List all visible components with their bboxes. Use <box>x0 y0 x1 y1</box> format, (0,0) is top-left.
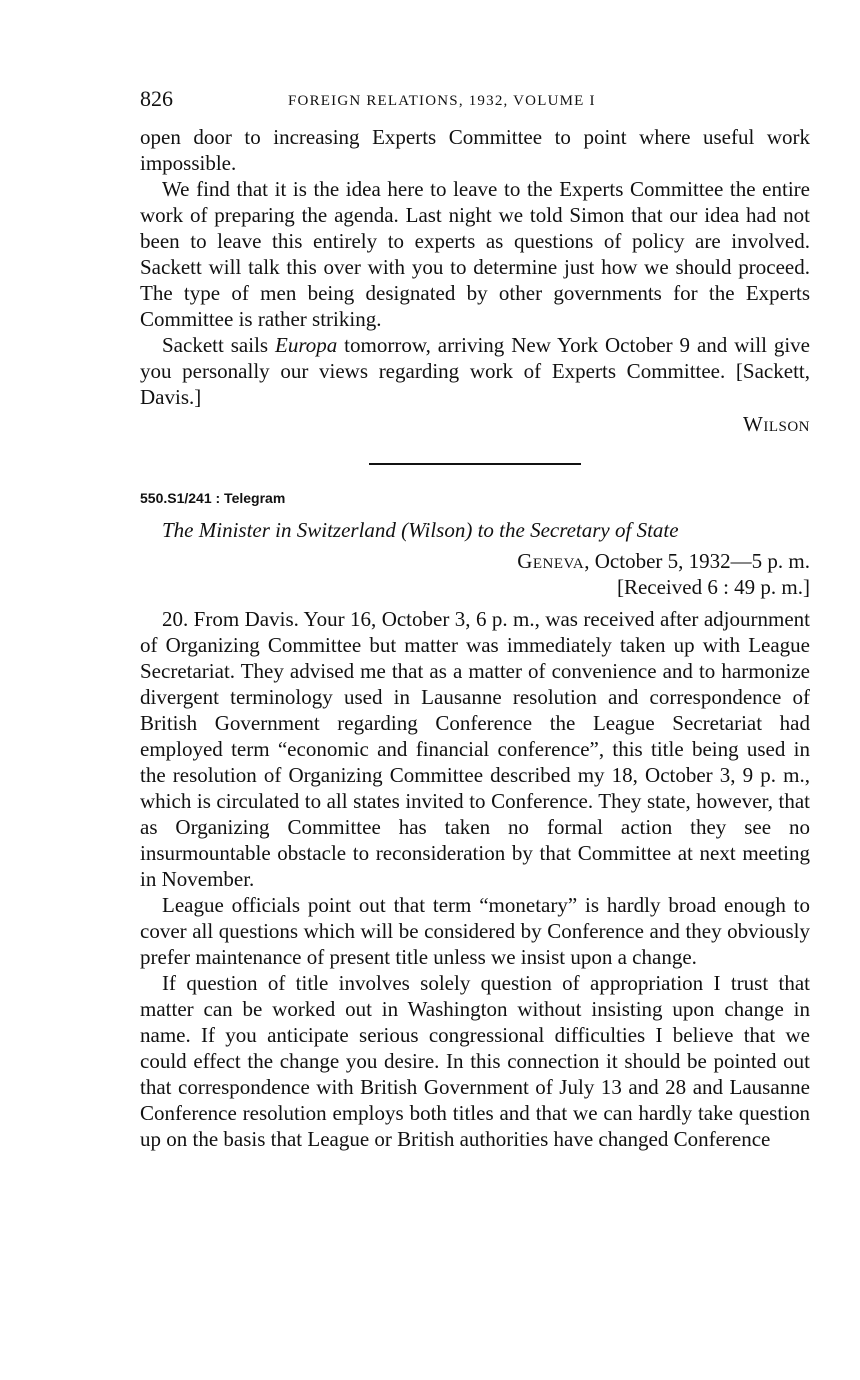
dateline <box>140 548 810 574</box>
dateline-date: , October 5, 1932—5 p. m. <box>584 549 810 573</box>
file-reference: 550.S1/241 : Telegram <box>140 490 286 506</box>
section-divider <box>369 463 581 465</box>
paragraph-league-officials: League officials point out that term “monetary” is hardly broad enough to cover all questions which will be considered by Conference and they obviously prefer maintenance of present title unless we insist upon a change. <box>140 893 810 969</box>
paragraph-continuation: open door to increasing Experts Committee to point where useful work impossible. <box>140 125 810 175</box>
paragraph-text-before: Sackett sails <box>162 333 276 357</box>
signature: Wilson <box>743 412 810 436</box>
paragraph-agenda: We find that it is the idea here to leave to the Experts Committee the entire work of preparing the agenda. Last night we told Simon that our idea had not been to leave this entirely to experts as questions of policy are involved. Sackett will talk this over with you to determine just how we should proceed. The type of men being designated by other governments for the Experts Committee is rather striking. <box>140 177 810 331</box>
paragraph-from-davis: 20. From Davis. Your 16, October 3, 6 p. m., was received after adjournment of Organizing Committee but matter was immediately taken up with League Secretariat. They advised me that as a matter of convenience and to harmonize divergent terminology used in Lausanne resolution and correspondence of British Government regarding Conference the League Secretariat had employed term “economic and financial conference”, this title being used in the resolution of Organizing Committee described my 18, October 3, 9 p. m., which is circulated to all states invited to Conference. They state, however, that as Organizing Committee has taken no formal action they see no insurmountable obstacle to reconsideration by that Committee at next meeting in November. <box>140 607 810 891</box>
paragraph-question-of-title: If question of title involves solely question of appropriation I trust that matter can be worked out in Washington without insisting upon change in name. If you anticipate serious congressional difficulties I believe that we could effect the change you desire. In this connection it should be pointed out that correspondence with British Government of July 13 and 28 and Lausanne Conference resolution employs both titles and that we can hardly take question up on the basis that League or British authorities have changed Conference <box>140 971 810 1151</box>
ship-name: Europa <box>275 333 338 357</box>
paragraph-sackett-sails <box>140 332 810 410</box>
running-header <box>140 88 810 122</box>
received-line: [Received 6 : 49 p. m.] <box>616 575 810 599</box>
dateline-place: Geneva <box>517 549 585 573</box>
document-page <box>140 88 810 1152</box>
document-title: The Minister in Switzerland (Wilson) to the Secretary of State <box>162 518 679 542</box>
page-number: 826 <box>140 86 173 111</box>
paragraph-text-after: tomorrow, arriving New York October 9 and will give you personally our views regarding work of Experts Committee. [Sackett, Davis.] <box>140 333 810 409</box>
running-title: FOREIGN RELATIONS, 1932, VOLUME I <box>288 93 596 109</box>
